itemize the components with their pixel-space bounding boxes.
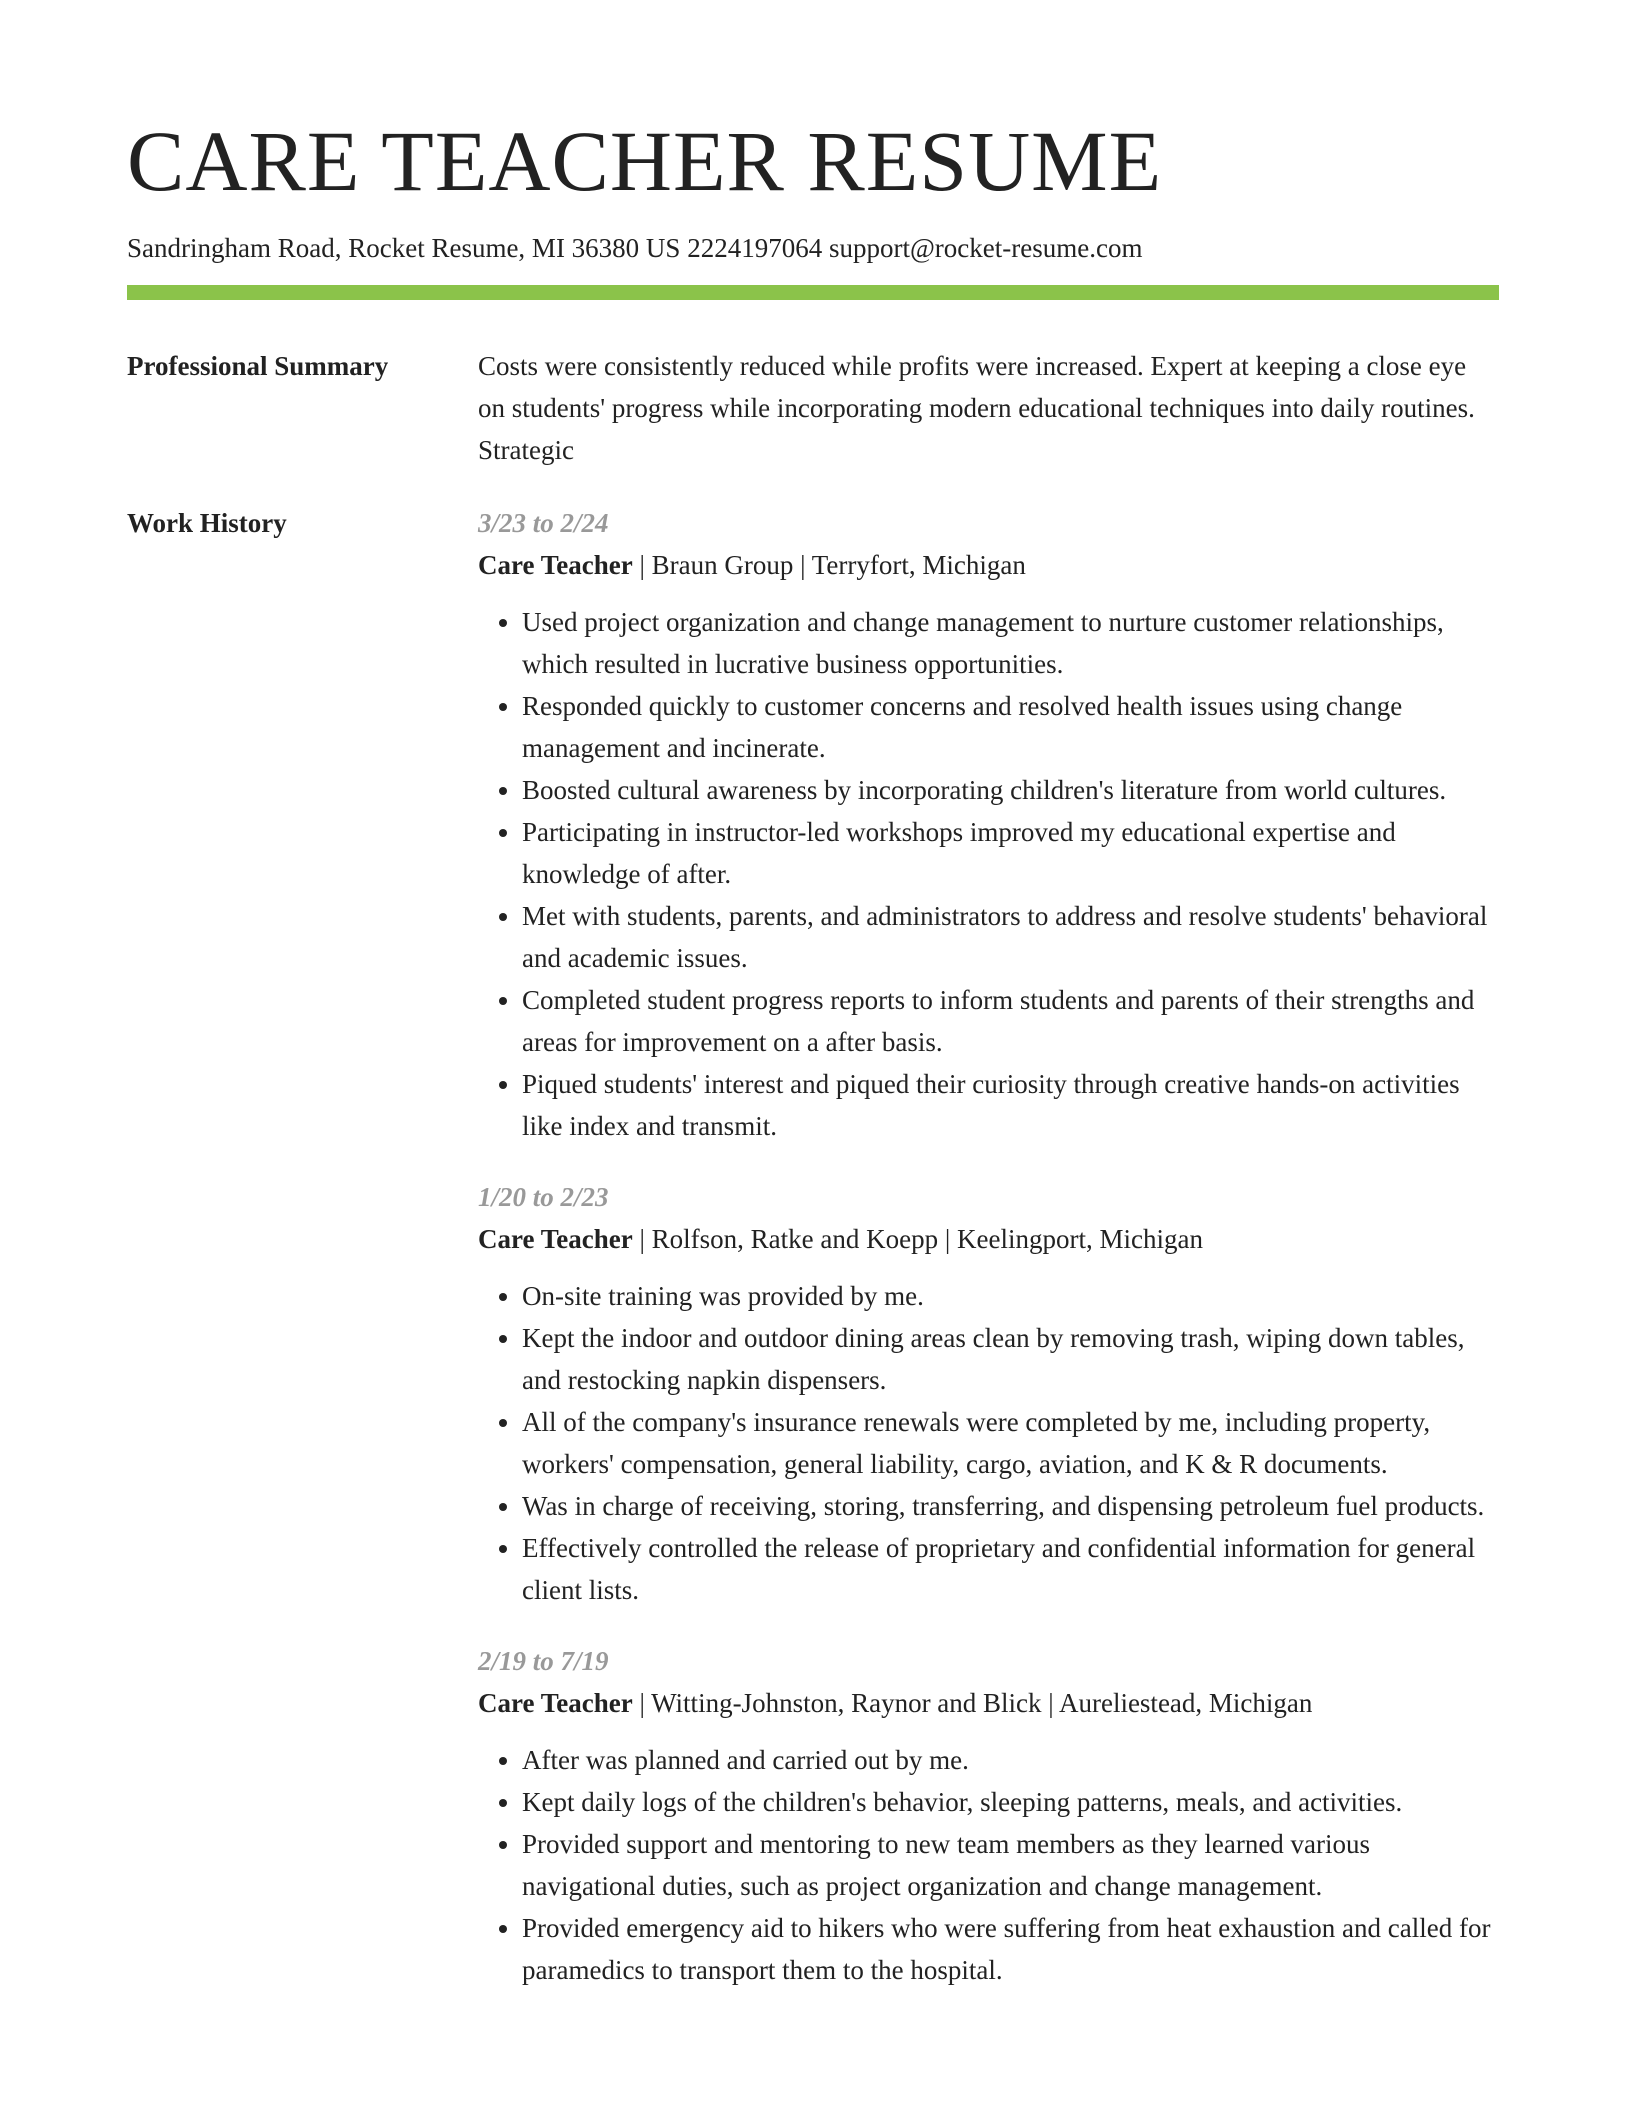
- job-dates: 1/20 to 2/23: [478, 1182, 609, 1212]
- job-bullet: • Used project organization and change management to nurture customer relationships, which resulted in lucrative business opportunities.: [522, 601, 1499, 685]
- job-separator: |: [938, 1224, 957, 1254]
- work-history-body: [478, 502, 1499, 2020]
- job-bullet: • Kept daily logs of the children's behavior, sleeping patterns, meals, and activities.: [522, 1781, 1499, 1823]
- job-dates: 2/19 to 7/19: [478, 1646, 609, 1676]
- professional-summary-body: [478, 345, 1499, 471]
- job-separator: |: [1041, 1688, 1059, 1718]
- job-bullet: • Met with students, parents, and administrators to address and resolve students' behavioral and academic issues.: [522, 895, 1499, 979]
- job-separator: |: [632, 1688, 652, 1718]
- resume-title: CARE TEACHER RESUME: [127, 113, 1163, 209]
- job-bullet: • On-site training was provided by me.: [522, 1275, 1499, 1317]
- job-heading: [478, 1218, 1499, 1260]
- job-bullet: • Piqued students' interest and piqued their curiosity through creative hands-on activities like index and transmit.: [522, 1063, 1499, 1147]
- job-title: Care Teacher: [478, 1224, 633, 1254]
- job-bullet: • Completed student progress reports to inform students and parents of their strengths and areas for improvement on a after basis.: [522, 979, 1499, 1063]
- job-heading: [478, 1682, 1499, 1724]
- job-bullet-list: [478, 1739, 1499, 1991]
- job-bullet: • Responded quickly to customer concerns and resolved health issues using change management and incinerate.: [522, 685, 1499, 769]
- job-location: Terryfort, Michigan: [811, 550, 1026, 580]
- job-company: Rolfson, Ratke and Koepp: [651, 1224, 939, 1254]
- job-separator: |: [632, 550, 652, 580]
- job-entry: [478, 502, 1499, 1147]
- job-bullet-list: [478, 1275, 1499, 1611]
- job-bullet: • Effectively controlled the release of proprietary and confidential information for general client lists.: [522, 1527, 1499, 1611]
- job-location: Aureliestead, Michigan: [1058, 1688, 1313, 1718]
- job-company: Witting-Johnston, Raynor and Blick: [651, 1688, 1042, 1718]
- work-history-label: Work History: [127, 508, 287, 538]
- job-location: Keelingport, Michigan: [957, 1224, 1203, 1254]
- job-bullet: • Provided support and mentoring to new team members as they learned various navigational duties, such as project organization and change management.: [522, 1823, 1499, 1907]
- job-bullet: • All of the company's insurance renewals were completed by me, including property, workers' compensation, general liability, cargo, aviation, and K & R documents.: [522, 1401, 1499, 1485]
- professional-summary-text: Costs were consistently reduced while profits were increased. Expert at keeping a close eye on students' progress while incorporating modern educational techniques into daily routines. Strategic: [478, 351, 1475, 465]
- job-bullet: • After was planned and carried out by me.: [522, 1739, 1499, 1781]
- job-bullet: • Kept the indoor and outdoor dining areas clean by removing trash, wiping down tables, and restocking napkin dispensers.: [522, 1317, 1499, 1401]
- job-bullet: • Was in charge of receiving, storing, transferring, and dispensing petroleum fuel products.: [522, 1485, 1499, 1527]
- job-entry: [478, 1640, 1499, 1991]
- job-entry: [478, 1176, 1499, 1611]
- job-bullet: • Participating in instructor-led workshops improved my educational expertise and knowledge of after.: [522, 811, 1499, 895]
- job-title: Care Teacher: [478, 1688, 633, 1718]
- job-bullet-list: [478, 601, 1499, 1147]
- job-separator: |: [793, 550, 812, 580]
- job-separator: |: [632, 1224, 652, 1254]
- job-dates: 3/23 to 2/24: [478, 508, 609, 538]
- job-heading: [478, 544, 1499, 586]
- accent-divider: [127, 285, 1499, 300]
- job-bullet: • Provided emergency aid to hikers who were suffering from heat exhaustion and called for paramedics to transport them to the hospital.: [522, 1907, 1499, 1991]
- job-company: Braun Group: [651, 550, 794, 580]
- job-title: Care Teacher: [478, 550, 633, 580]
- contact-info: Sandringham Road, Rocket Resume, MI 36380 US 2224197064 support@rocket-resume.com: [127, 233, 1143, 263]
- job-bullet: • Boosted cultural awareness by incorporating children's literature from world cultures.: [522, 769, 1499, 811]
- professional-summary-label: Professional Summary: [127, 351, 389, 381]
